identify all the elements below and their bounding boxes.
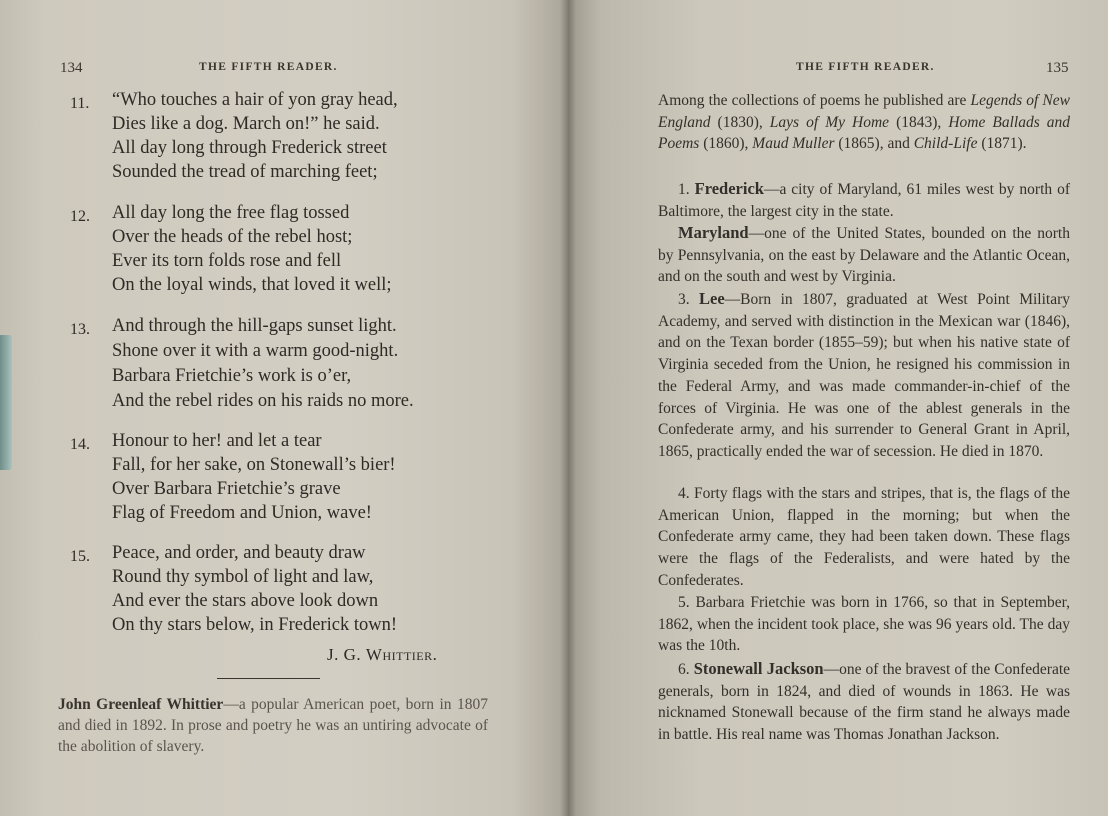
note-term: Lee — [699, 289, 725, 308]
right-running-head: THE FIFTH READER. — [796, 61, 935, 73]
signature-name: Whittier. — [365, 645, 438, 664]
poem-line: Dies like a dog. March on!” he said. — [112, 114, 380, 134]
book-year: (1860), — [699, 135, 753, 153]
note-lee — [658, 288, 1070, 463]
note-text: —Born in 1807, graduated at West Point Military Academy, and served with distinction in the Mexican war (1846), and on the Texan border (1855–59); but when his native state of Virginia seceded from the Union, he resigned his commission in the Federal Army, and was made commander-in-chief of the forces of Virginia. He was one of the ablest generals in the Confederate army, and his surrender to General Grant in April, 1865, practically ended the war of secession. He died in 1870. — [658, 291, 1070, 460]
book-title: Home Ballads and Poems — [658, 113, 1071, 153]
book-title: Legends of New England — [658, 92, 1070, 131]
bio-text: —a popular American poet, born in 1807 and died in 1892. In prose and poetry he was an untiring advocate of the abolition of slavery. — [58, 696, 488, 755]
note-term: Frederick — [694, 179, 764, 198]
note-number: 4. — [678, 485, 690, 502]
note-term: Maryland — [678, 223, 749, 242]
author-biography — [58, 694, 488, 757]
poem-line: “Who touches a hair of yon gray head, — [112, 90, 398, 110]
signature-initials: J. G. — [327, 645, 366, 664]
poem-line: Round thy symbol of light and law, — [112, 567, 374, 587]
note-maryland — [658, 222, 1070, 288]
poem-signature — [327, 645, 437, 665]
page-edge-tab — [0, 335, 12, 470]
book-year: (1843), — [889, 113, 949, 131]
poem-line: Over Barbara Frietchie’s grave — [112, 479, 341, 499]
left-running-head: THE FIFTH READER. — [199, 61, 338, 73]
poem-line: Peace, and order, and beauty draw — [112, 543, 366, 563]
right-page-number: 135 — [1046, 60, 1069, 76]
poem-line: Shone over it with a warm good-night. — [112, 341, 399, 361]
note-text: —one of the United States, bounded on the north by Pennsylvania, on the east by Delaware and the Atlantic Ocean, and on the south and west by Virginia. — [658, 225, 1070, 286]
note-term: Stonewall Jackson — [693, 659, 824, 678]
poem-line: And the rebel rides on his raids no more. — [112, 391, 414, 411]
poem-line: And ever the stars above look down — [112, 591, 379, 611]
book-title: Lays of My Home — [769, 113, 890, 131]
book-title: Child-Life — [913, 135, 978, 153]
poem-line: Fall, for her sake, on Stonewall’s bier! — [112, 455, 396, 475]
stanza-number: 15. — [70, 548, 90, 565]
note-flags — [658, 483, 1070, 592]
poem-line: Honour to her! and let a tear — [112, 431, 322, 451]
note-text: Forty flags with the stars and stripes, that is, the flags of the American Union, flapped in the morning; but when the Confederate army came, they had been taken down. These flags were the flags of the Federalists, and were hated by the Confederates. — [658, 485, 1070, 589]
right-page — [568, 0, 1108, 816]
intro-lead: Among the collections of poems he published are — [658, 92, 971, 109]
poem-line: On the loyal winds, that loved it well; — [112, 275, 392, 295]
note-stonewall — [658, 658, 1070, 746]
poem-line: All day long the free flag tossed — [112, 203, 350, 223]
note-text: —one of the bravest of the Confederate generals, born in 1824, and died of wounds in 1863. He was nicknamed Stonewall because of the firm stand he always made in battle. His real name was Thomas Jonathan Jackson. — [658, 661, 1071, 744]
note-number: 3. — [678, 291, 690, 308]
note-text: Barbara Frietchie was born in 1766, so that in September, 1862, when the incident took place, she was 96 years old. The day was the 10th. — [658, 594, 1071, 655]
note-text: —a city of Maryland, 61 miles west by north of Baltimore, the largest city in the state. — [658, 181, 1071, 220]
collections-intro — [658, 90, 1070, 155]
stanza-number: 13. — [70, 321, 90, 338]
poem-line: Barbara Frietchie’s work is o’er, — [112, 366, 352, 386]
book-year: (1865), and — [834, 135, 914, 153]
poem-line: All day long through Frederick street — [112, 138, 387, 158]
stanza-number: 11. — [70, 95, 90, 112]
note-number: 1. — [678, 181, 690, 198]
book-year: (1871). — [977, 135, 1027, 153]
note-frietchie — [658, 592, 1070, 657]
stanza-number: 14. — [70, 436, 90, 453]
stanza-number: 12. — [70, 208, 90, 225]
poem-line: And through the hill-gaps sunset light. — [112, 316, 397, 336]
bio-name: John Greenleaf Whittier — [58, 696, 224, 713]
book-title: Maud Muller — [752, 135, 835, 153]
left-page-number: 134 — [60, 60, 83, 76]
poem-line: On thy stars below, in Frederick town! — [112, 615, 397, 635]
poem-line: Ever its torn folds rose and fell — [112, 251, 342, 271]
note-number: 5. — [678, 594, 690, 611]
divider-rule — [217, 678, 320, 679]
note-number: 6. — [678, 661, 690, 678]
book-year: (1830), — [710, 113, 770, 131]
book-gutter — [560, 0, 576, 816]
poem-line: Sounded the tread of marching feet; — [112, 162, 378, 182]
poem-line: Flag of Freedom and Union, wave! — [112, 503, 372, 523]
poem-line: Over the heads of the rebel host; — [112, 227, 353, 247]
note-frederick — [658, 178, 1070, 222]
